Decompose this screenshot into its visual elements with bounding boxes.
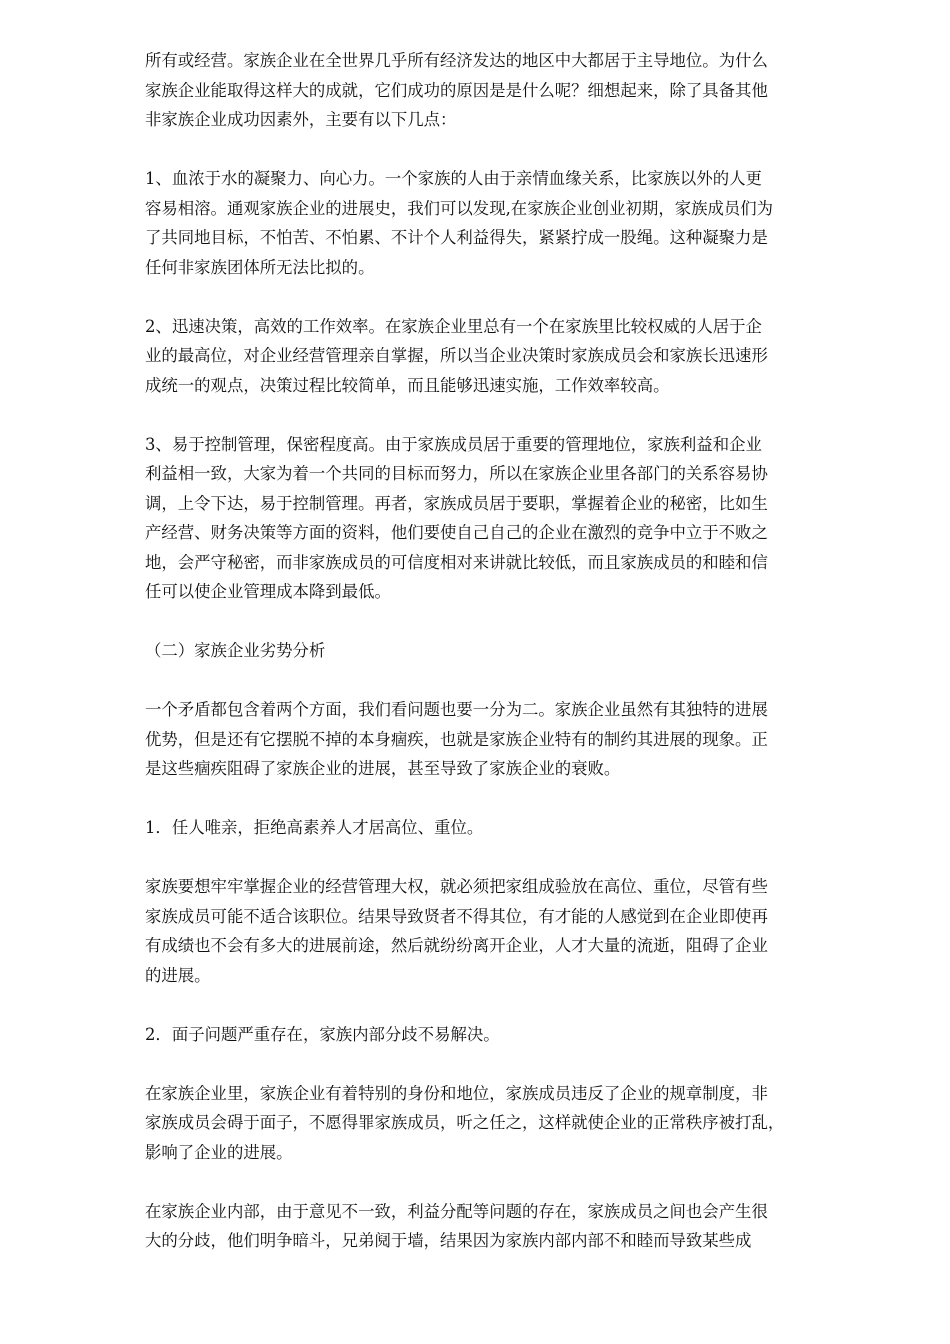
text-line: 在家族企业里，家族企业有着特别的身份和地位，家族成员违反了企业的规章制度，非 [145, 1083, 768, 1103]
text-line: 家族成员可能不适合该职位。结果导致贤者不得其位，有才能的人感觉到在企业即使再 [145, 906, 768, 926]
heading-text: （二）家族企业劣势分析 [145, 641, 326, 660]
paragraph-spacer [145, 990, 885, 1020]
text-line: 家族成员会碍于面子，不愿得罪家族成员，听之任之，这样就使企业的正常秩序被打乱， [145, 1113, 785, 1132]
text-line: 的进展。 [145, 965, 211, 985]
text-line: 利益相一致，大家为着一个共同的目标而努力，所以在家族企业里各部门的关系容易协 [145, 464, 768, 483]
text-line: 了共同地目标，不怕苦、不怕累、不计个人利益得失，紧紧拧成一股绳。这种凝聚力是 [145, 228, 768, 247]
paragraph-point-3 [145, 430, 885, 607]
text-line: 家族企业能取得这样大的成就，它们成功的原因是是什么呢？细想起来，除了具备其他 [145, 80, 768, 100]
text-line: 业的最高位，对企业经营管理亲自掌握，所以当企业决策时家族成员会和家族长迅速形 [145, 346, 768, 365]
text-line: 3、易于控制管理，保密程度高。由于家族成员居于重要的管理地位，家族利益和企业 [145, 434, 762, 454]
paragraph-spacer [145, 1049, 885, 1079]
paragraph-sub-1 [145, 872, 885, 990]
text-line: 2、迅速决策，高效的工作效率。在家族企业里总有一个在家族里比较权威的人居于企 [145, 316, 762, 336]
text-line: 大的分歧，他们明争暗斗，兄弟阋于墙，结果因为家族内部内部不和睦而导致某些成 [145, 1231, 752, 1250]
text-line: 1、血浓于水的凝聚力、向心力。一个家族的人由于亲情血缘关系，比家族以外的人更 [145, 169, 762, 188]
paragraph-disadvantage-intro [145, 695, 885, 784]
text-line: 一个矛盾都包含着两个方面，我们看问题也要一分为二。家族企业虽然有其独特的进展 [145, 700, 768, 719]
text-line: 成统一的观点，决策过程比较简单，而且能够迅速实施，工作效率较高。 [145, 375, 670, 395]
subheading-2 [145, 1020, 885, 1050]
subheading-1 [145, 813, 885, 843]
paragraph-point-1 [145, 164, 885, 282]
paragraph-spacer [145, 135, 885, 165]
text-line: 任何非家族团体所无法比拟的。 [145, 257, 375, 277]
text-line: 所有或经营。家族企业在全世界几乎所有经济发达的地区中大都居于主导地位。为什么 [145, 51, 768, 70]
text-line: 影响了企业的进展。 [145, 1142, 293, 1162]
text-line: 非家族企业成功因素外，主要有以下几点： [145, 110, 457, 129]
text-line: 产经营、财务决策等方面的资料，他们要使自己自己的企业在激烈的竞争中立于不败之 [145, 523, 768, 542]
text-line: 优势，但是还有它摆脱不掉的本身痼疾，也就是家族企业特有的制约其进展的现象。正 [145, 729, 768, 749]
paragraph-spacer [145, 400, 885, 430]
text-line: 任可以使企业管理成本降到最低。 [145, 582, 391, 601]
section-heading [145, 636, 885, 666]
paragraph-spacer [145, 843, 885, 873]
paragraph-sub-2 [145, 1079, 885, 1168]
paragraph-spacer [145, 607, 885, 637]
paragraph-sub-2-continued [145, 1197, 885, 1256]
text-line: 容易相溶。通观家族企业的进展史，我们可以发现,在家族企业创业初期，家族成员们为 [145, 198, 774, 218]
paragraph-spacer [145, 784, 885, 814]
subheading-text: 2．面子问题严重存在，家族内部分歧不易解决。 [145, 1024, 500, 1044]
paragraph-point-2 [145, 312, 885, 401]
paragraph-spacer [145, 666, 885, 696]
subheading-text: 1．任人唯亲，拒绝高素养人才居高位、重位。 [145, 818, 484, 837]
paragraph-intro [145, 46, 885, 135]
text-line: 在家族企业内部，由于意见不一致，利益分配等问题的存在，家族成员之间也会产生很 [145, 1201, 768, 1221]
text-line: 有成绩也不会有多大的进展前途，然后就纷纷离开企业，人才大量的流逝，阻碍了企业 [145, 936, 768, 955]
text-line: 是这些痼疾阻碍了家族企业的进展，甚至导致了家族企业的衰败。 [145, 759, 621, 778]
text-line: 调，上令下达，易于控制管理。再者，家族成员居于要职，掌握着企业的秘密，比如生 [145, 493, 768, 513]
text-line: 地，会严守秘密，而非家族成员的可信度相对来讲就比较低，而且家族成员的和睦和信 [145, 552, 768, 572]
paragraph-spacer [145, 1167, 885, 1197]
document-page [145, 46, 885, 1256]
text-line: 家族要想牢牢掌握企业的经营管理大权，就必须把家组成验放在高位、重位，尽管有些 [145, 877, 768, 896]
paragraph-spacer [145, 282, 885, 312]
